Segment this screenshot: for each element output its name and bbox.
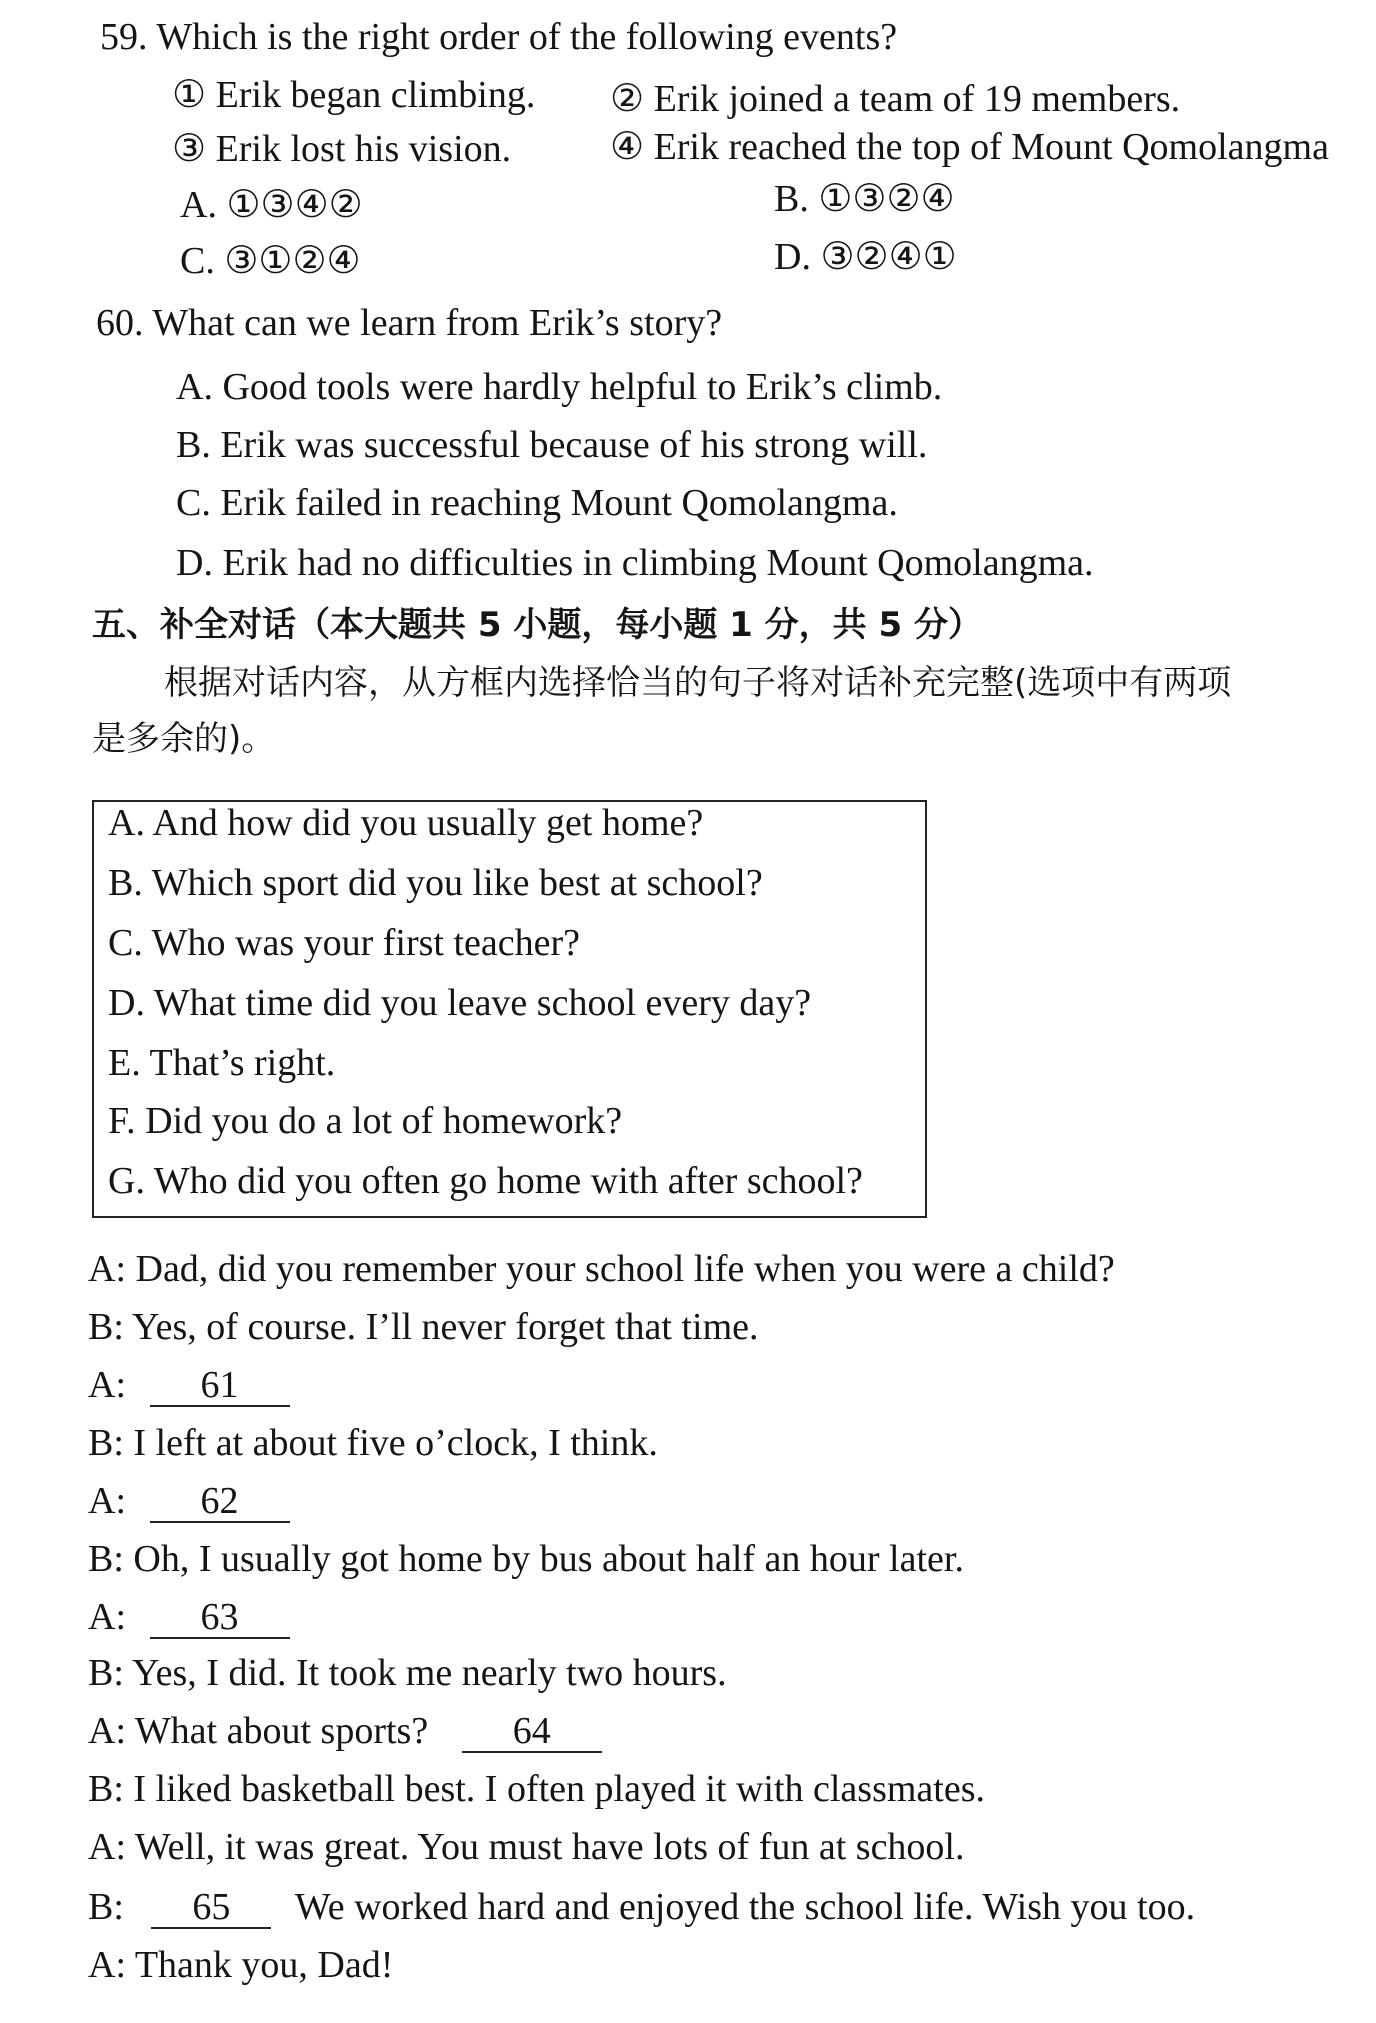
q60-option-b: B. Erik was successful because of his strong will. xyxy=(176,424,928,466)
choice-b: B. Which sport did you like best at school? xyxy=(108,862,763,904)
q59-stem: 59. Which is the right order of the following events? xyxy=(100,16,898,58)
q59-option-c: C. ③①②④ xyxy=(180,240,361,282)
q60-stem: 60. What can we learn from Erik’s story? xyxy=(96,302,723,344)
section-instruction-line1: 根据对话内容，从方框内选择恰当的句子将对话补充完整(选项中有两项 xyxy=(164,663,1232,703)
choice-d: D. What time did you leave school every day? xyxy=(108,982,812,1024)
q60-option-d: D. Erik had no difficulties in climbing Mount Qomolangma. xyxy=(176,542,1094,584)
q59-event-3: ③ Erik lost his vision. xyxy=(172,128,512,170)
choice-g: G. Who did you often go home with after school? xyxy=(108,1160,863,1202)
dialogue-line-5 xyxy=(88,1478,290,1524)
dialogue-line-2: B: Yes, of course. I’ll never forget that time. xyxy=(88,1306,759,1348)
dialogue-line-9 xyxy=(88,1708,602,1754)
answer-blank-63[interactable]: 63 xyxy=(150,1597,290,1639)
q59-event-2: ② Erik joined a team of 19 members. xyxy=(610,78,1181,120)
dialogue-line-12 xyxy=(88,1884,1195,1930)
dialogue-line-1: A: Dad, did you remember your school life when you were a child? xyxy=(88,1248,1115,1290)
answer-blank-64[interactable]: 64 xyxy=(462,1711,602,1753)
dialogue-line-3 xyxy=(88,1362,290,1408)
dialogue-line-11: A: Well, it was great. You must have lots of fun at school. xyxy=(88,1826,965,1868)
dialogue-line-12-text: We worked hard and enjoyed the school life. Wish you too. xyxy=(294,1886,1196,1928)
answer-blank-65[interactable]: 65 xyxy=(151,1887,271,1929)
q60-option-a: A. Good tools were hardly helpful to Erik’s climb. xyxy=(176,366,943,408)
answer-blank-62[interactable]: 62 xyxy=(150,1481,290,1523)
q60-option-c: C. Erik failed in reaching Mount Qomolangma. xyxy=(176,482,898,524)
q59-option-d: D. ③②④① xyxy=(774,236,957,278)
section-heading: 五、补全对话（本大题共 5 小题，每小题 1 分，共 5 分） xyxy=(92,605,982,645)
dialogue-line-8: B: Yes, I did. It took me nearly two hours. xyxy=(88,1652,727,1694)
speaker-a: A: xyxy=(88,1596,126,1638)
choice-e: E. That’s right. xyxy=(108,1042,336,1084)
choice-f: F. Did you do a lot of homework? xyxy=(108,1100,623,1142)
q59-event-1: ① Erik began climbing. xyxy=(172,74,536,116)
choice-a: A. And how did you usually get home? xyxy=(108,802,704,844)
answer-blank-61[interactable]: 61 xyxy=(150,1365,290,1407)
q59-event-4: ④ Erik reached the top of Mount Qomolangma xyxy=(610,126,1329,168)
speaker-a: A: xyxy=(88,1480,126,1522)
dialogue-line-13: A: Thank you, Dad! xyxy=(88,1944,394,1986)
speaker-a: A: xyxy=(88,1364,126,1406)
dialogue-line-9-text: A: What about sports? xyxy=(88,1710,429,1752)
dialogue-line-6: B: Oh, I usually got home by bus about half an hour later. xyxy=(88,1538,964,1580)
choice-c: C. Who was your first teacher? xyxy=(108,922,581,964)
dialogue-line-10: B: I liked basketball best. I often played it with classmates. xyxy=(88,1768,986,1810)
q59-option-a: A. ①③④② xyxy=(180,184,363,226)
speaker-b: B: xyxy=(88,1886,124,1928)
dialogue-line-4: B: I left at about five o’clock, I think. xyxy=(88,1422,658,1464)
section-instruction-line2: 是多余的)。 xyxy=(92,719,276,759)
q59-option-b: B. ①③②④ xyxy=(774,178,955,220)
dialogue-line-7 xyxy=(88,1594,290,1640)
